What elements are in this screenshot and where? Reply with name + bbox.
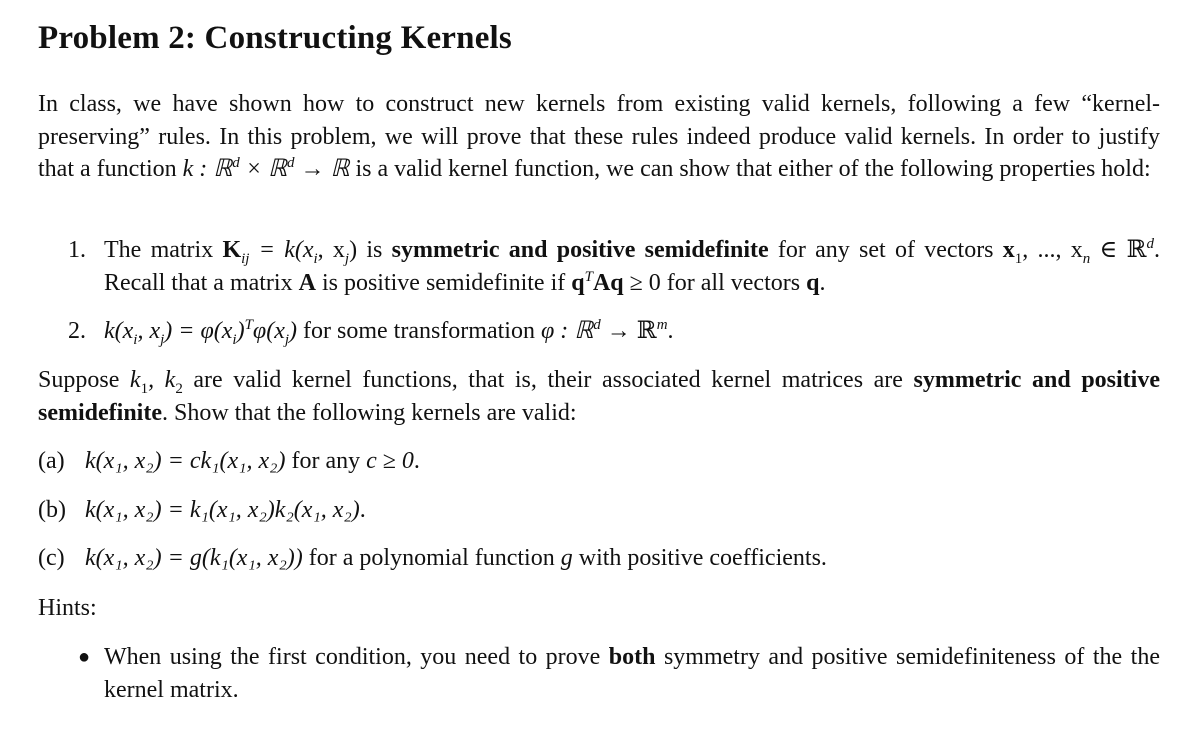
property-text: $k(x_i$, $x_j) = \varphi(x_i)^T\varphi(x_j)$ for some transformation φ : ℝ$^d$ → ℝ$^m$. <box>104 317 674 348</box>
kernel-signature: k : ℝ$^d$ × ℝ$^d$ → ℝ <box>182 155 350 182</box>
part-label: (a) <box>38 448 65 474</box>
part-c <box>38 542 1160 576</box>
bullet-icon: ● <box>78 646 91 668</box>
suppose-paragraph: Suppose $k_1$, $k_2$ are valid kernel functions, that is, their associated kernel matrices are symmetric and positive semidefinite. Show that the following kernels are valid: <box>38 367 1160 426</box>
property-text: The matrix $K_{ij} = k(x_i$, $x_j$) is symmetric and positive semidefinite for any set of vectors $x_1$, ..., $x_n$ ∈ ℝ$^d$. Recall that a matrix A is positive semidefinite if $q^TAq \ge 0$ for all vectors q. <box>104 236 1161 296</box>
hint-text: When using the first condition, you need to prove both symmetry and positive semidefiniteness of the the kernel matrix. <box>104 644 1160 703</box>
part-b <box>38 494 1160 528</box>
property-item-1 <box>38 234 1160 300</box>
hints-label: Hints: <box>38 595 97 621</box>
problem-title: Problem 2: Constructing Kernels <box>38 20 512 56</box>
property-item-2 <box>38 315 1160 349</box>
part-text: k(x₁, x₂) = ck₁(x₁, x₂) for any c ≥ 0. <box>85 448 420 474</box>
intro-text-end: is a valid kernel function, we can show that either of the following properties hold: <box>349 156 1151 182</box>
emphasis-symmetric-psd: symmetric and positive semidefinite <box>391 237 769 263</box>
intro-text: In class, we have shown how to construct new kernels from existing valid kernels, following a few “kernel-preserving” rules. In this problem, we will prove that these rules indeed produce valid kernels. In order to justify that a function <box>38 91 1160 182</box>
intro-paragraph <box>38 88 1160 186</box>
part-text: k(x₁, x₂) = k₁(x₁, x₂)k₂(x₁, x₂). <box>85 497 366 523</box>
part-text: k(x₁, x₂) = g(k₁(x₁, x₂)) for a polynomial function g with positive coefficients. <box>85 545 827 571</box>
part-label: (c) <box>38 545 65 571</box>
part-label: (b) <box>38 497 66 523</box>
part-a <box>38 445 1160 479</box>
property-number: 2. <box>68 318 86 344</box>
hint-item <box>38 641 1160 707</box>
emphasis-symmetric-psd: symmetric and positive semidefinite <box>38 367 1160 426</box>
property-number: 1. <box>68 237 86 263</box>
